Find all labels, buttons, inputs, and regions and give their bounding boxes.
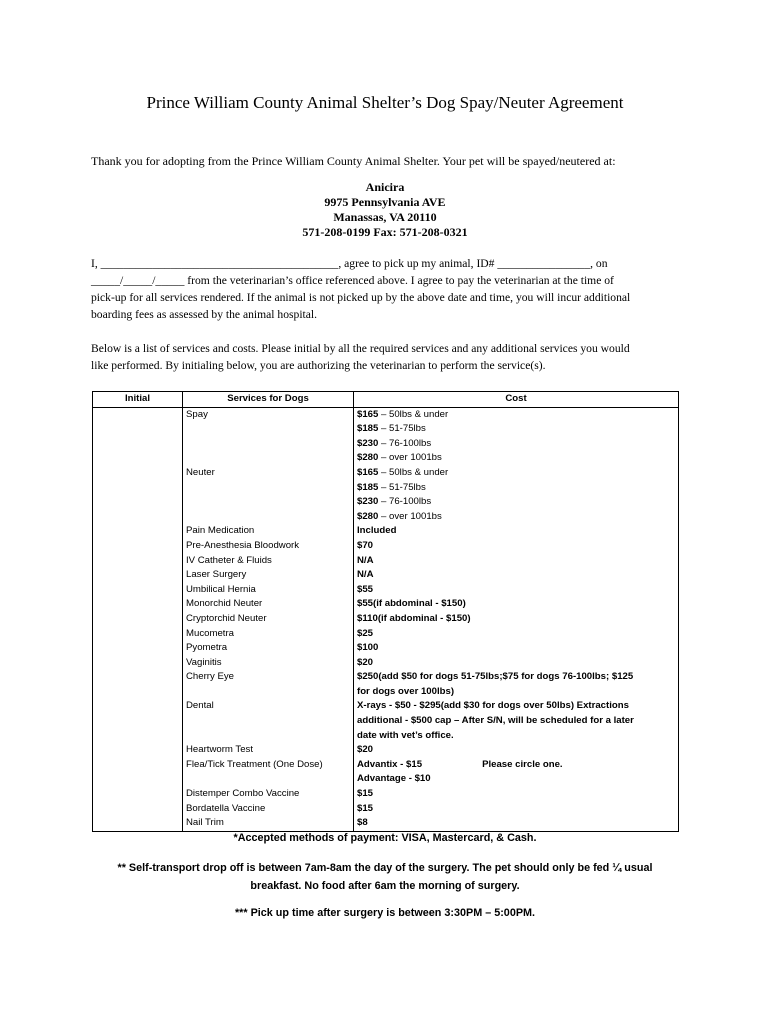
service-cell: Heartworm Test [183, 743, 354, 758]
service-cell: IV Catheter & Fluids [183, 554, 354, 569]
cost-line: additional - $500 cap – After S/N, will be scheduled for a later [357, 715, 634, 727]
header-initial: Initial [93, 392, 183, 408]
weight-range: – 76-100lbs [378, 496, 432, 508]
table-header-row [93, 392, 679, 408]
weight-range: – 51-75lbs [378, 423, 426, 435]
agreement-line: I, _________________________________________, agree to pick up my animal, ID# ________________, on [91, 257, 608, 270]
service-cell: Flea/Tick Treatment (One Dose) [183, 758, 354, 787]
cost-line [357, 758, 675, 773]
table-row [93, 466, 679, 524]
services-instructions [91, 340, 691, 374]
cost-cell [354, 407, 679, 466]
cost-cell: $15 [354, 802, 679, 817]
initial-cell[interactable] [93, 802, 183, 817]
service-cell: Pain Medication [183, 524, 354, 539]
initial-cell[interactable] [93, 466, 183, 524]
initial-cell[interactable] [93, 407, 183, 466]
header-cost: Cost [354, 392, 679, 408]
price: $185 [357, 423, 379, 435]
service-cell: Monorchid Neuter [183, 597, 354, 612]
clinic-address [0, 180, 770, 240]
cost-line [357, 422, 675, 437]
cost-cell [354, 466, 679, 524]
cost-cell [354, 699, 679, 743]
cost-line [357, 481, 675, 496]
cost-cell [354, 758, 679, 787]
cost-cell: $55 [354, 583, 679, 598]
price: $230 [357, 496, 379, 508]
initial-cell[interactable] [93, 554, 183, 569]
cost-line [357, 772, 675, 787]
cost-line [357, 451, 675, 466]
dropoff-note [0, 859, 770, 895]
clinic-street: 9975 Pennsylvania AVE [324, 195, 446, 209]
header-services: Services for Dogs [183, 392, 354, 408]
intro-text: Thank you for adopting from the Prince William County Animal Shelter. Your pet will be spayed/neutered at: [91, 154, 616, 168]
weight-range: – 76-100lbs [378, 437, 432, 449]
payment-note: *Accepted methods of payment: VISA, Mastercard, & Cash. [233, 832, 537, 844]
cost-cell: N/A [354, 554, 679, 569]
cost-cell: $20 [354, 743, 679, 758]
table-row [93, 554, 679, 569]
service-cell: Vaginitis [183, 656, 354, 671]
initial-cell[interactable] [93, 583, 183, 598]
table-row [93, 583, 679, 598]
initial-cell[interactable] [93, 568, 183, 583]
instructions-line: Below is a list of services and costs. Please initial by all the required services and any additional services you would [91, 342, 630, 355]
cost-line: $250(add $50 for dogs 51-75lbs;$75 for dogs 76-100lbs; $125 [357, 671, 634, 683]
service-cell: Nail Trim [183, 816, 354, 831]
initial-cell[interactable] [93, 758, 183, 787]
dropoff-line: ** Self-transport drop off is between 7am-8am the day of the surgery. The pet should only be fed ¼ usual [117, 862, 653, 874]
pickup-note: *** Pick up time after surgery is between 3:30PM – 5:00PM. [234, 907, 536, 919]
cost-cell: $70 [354, 539, 679, 554]
service-cell: Neuter [183, 466, 354, 524]
cost-line: X-rays - $50 - $295(add $30 for dogs over 50lbs) Extractions [357, 700, 629, 712]
price: $185 [357, 481, 379, 493]
table-row [93, 524, 679, 539]
table-row [93, 597, 679, 612]
table-row [93, 612, 679, 627]
advantix-option[interactable]: Advantix - $15 [357, 758, 423, 770]
circle-one-note: Please circle one. [482, 758, 563, 770]
cost-line: for dogs over 100lbs) [357, 685, 455, 697]
clinic-city: Manassas, VA 20110 [333, 210, 437, 224]
table-row [93, 641, 679, 656]
service-cell: Cherry Eye [183, 670, 354, 699]
weight-range: – over 1001bs [378, 452, 442, 464]
weight-range: – over 1001bs [378, 510, 442, 522]
table-row [93, 802, 679, 817]
service-cell: Umbilical Hernia [183, 583, 354, 598]
cost-line [357, 510, 675, 525]
initial-cell[interactable] [93, 699, 183, 743]
price: $165 [357, 408, 379, 420]
service-cell: Spay [183, 407, 354, 466]
advantage-option[interactable]: Advantage - $10 [357, 773, 431, 785]
initial-cell[interactable] [93, 539, 183, 554]
cost-cell: Included [354, 524, 679, 539]
cost-cell: $8 [354, 816, 679, 831]
table-row [93, 407, 679, 466]
instructions-line: like performed. By initialing below, you are authorizing the veterinarian to perform the service(s). [91, 359, 546, 372]
initial-cell[interactable] [93, 656, 183, 671]
table-row [93, 568, 679, 583]
service-cell: Pyometra [183, 641, 354, 656]
service-cell: Mucometra [183, 627, 354, 642]
cost-cell: $110(if abdominal - $150) [354, 612, 679, 627]
cost-cell: $15 [354, 787, 679, 802]
cost-cell: $55(if abdominal - $150) [354, 597, 679, 612]
page-title: Prince William County Animal Shelter’s Dog Spay/Neuter Agreement [146, 93, 624, 112]
table-row [93, 816, 679, 831]
price: $165 [357, 466, 379, 478]
service-cell: Cryptorchid Neuter [183, 612, 354, 627]
cost-cell: N/A [354, 568, 679, 583]
cost-line [357, 437, 675, 452]
service-cell: Pre-Anesthesia Bloodwork [183, 539, 354, 554]
agreement-line: pick-up for all services rendered. If the animal is not picked up by the above date and time, you will incur additional [91, 291, 631, 304]
service-cell: Laser Surgery [183, 568, 354, 583]
price: $280 [357, 510, 379, 522]
initial-cell[interactable] [93, 627, 183, 642]
initial-cell[interactable] [93, 524, 183, 539]
clinic-phones: 571-208-0199 Fax: 571-208-0321 [302, 225, 468, 239]
cost-line [357, 495, 675, 510]
initial-cell[interactable] [93, 670, 183, 699]
initial-cell[interactable] [93, 612, 183, 627]
price: $280 [357, 452, 379, 464]
cost-line: date with vet’s office. [357, 729, 454, 741]
cost-cell: $25 [354, 627, 679, 642]
initial-cell[interactable] [93, 787, 183, 802]
weight-range: – 51-75lbs [378, 481, 426, 493]
service-cell: Bordatella Vaccine [183, 802, 354, 817]
initial-cell[interactable] [93, 816, 183, 831]
table-row [93, 656, 679, 671]
table-row [93, 627, 679, 642]
cost-cell [354, 670, 679, 699]
table-row [93, 743, 679, 758]
initial-cell[interactable] [93, 597, 183, 612]
cost-line [357, 466, 675, 481]
service-cell: Dental [183, 699, 354, 743]
clinic-name: Anicira [365, 180, 405, 194]
weight-range: – 50lbs & under [378, 466, 449, 478]
table-row [93, 539, 679, 554]
agreement-line: boarding fees as assessed by the animal hospital. [91, 308, 318, 321]
cost-cell: $20 [354, 656, 679, 671]
initial-cell[interactable] [93, 641, 183, 656]
dropoff-line: breakfast. No food after 6am the morning of surgery. [250, 880, 520, 892]
price: $230 [357, 437, 379, 449]
table-row [93, 670, 679, 699]
footer-notes [0, 832, 770, 919]
table-row [93, 787, 679, 802]
agreement-paragraph [91, 255, 691, 323]
cost-cell: $100 [354, 641, 679, 656]
cost-line [357, 408, 675, 423]
weight-range: – 50lbs & under [378, 408, 449, 420]
service-cell: Distemper Combo Vaccine [183, 787, 354, 802]
table-row [93, 758, 679, 787]
initial-cell[interactable] [93, 743, 183, 758]
services-table [92, 391, 679, 832]
table-row [93, 699, 679, 743]
agreement-line: _____/_____/_____ from the veterinarian’s office referenced above. I agree to pay the veterinarian at the time of [91, 274, 614, 287]
